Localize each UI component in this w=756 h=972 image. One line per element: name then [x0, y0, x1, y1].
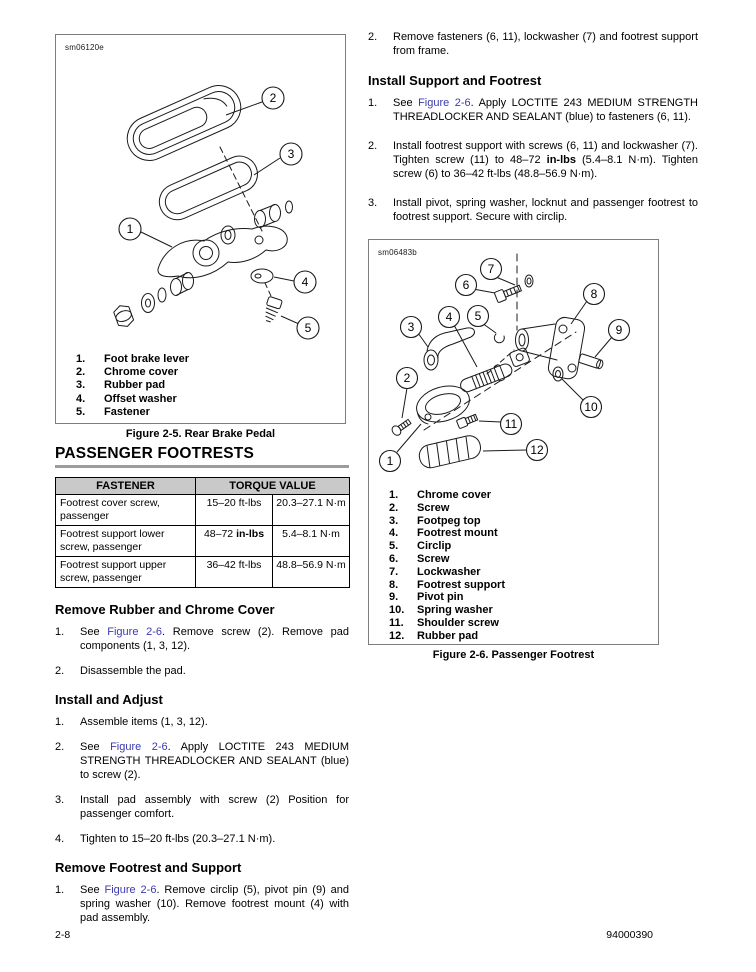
- step-item: [55, 832, 349, 846]
- rubber-pad-part: [417, 434, 483, 470]
- step-item: [55, 625, 349, 653]
- text-segment: . Remove circlip (5), pivot pin (9) and spring washer (10). Remove footrest mount (4) with pad assembly.: [80, 884, 349, 924]
- step-text: [393, 96, 698, 124]
- legend-item: 10. Spring washer: [389, 604, 493, 617]
- callout-12: [527, 440, 548, 461]
- chrome-cover-part: [120, 78, 248, 167]
- callout-4: [439, 307, 460, 328]
- step-number: 1.: [55, 716, 65, 728]
- screw-6-part: [494, 283, 522, 303]
- step-number: 1.: [368, 97, 378, 109]
- text-segment: Install pad assembly with screw (2) Position for passenger comfort.: [80, 794, 349, 820]
- text-segment: 15–20 ft-lbs: [206, 497, 262, 509]
- callout-2: [262, 87, 284, 109]
- svg-text:5: 5: [304, 321, 312, 335]
- text-segment: See: [80, 741, 111, 753]
- fastener-cell: Footrest cover screw, passenger: [56, 495, 196, 526]
- text-segment: Disassemble the pad.: [80, 665, 186, 677]
- svg-text:2: 2: [269, 91, 277, 105]
- svg-text:1: 1: [386, 454, 394, 468]
- callout-3: [401, 317, 422, 338]
- callout-5: [468, 306, 489, 327]
- step-number: 3.: [368, 197, 378, 209]
- svg-text:11: 11: [504, 417, 518, 431]
- fastener-part: [262, 296, 283, 323]
- svg-text:4: 4: [445, 310, 453, 324]
- step-item: [55, 883, 349, 925]
- torque-us-cell: [196, 495, 273, 526]
- offset-washer-part: [251, 269, 273, 283]
- text-segment: 36–42 ft-lbs: [206, 559, 262, 571]
- left-column: [55, 34, 349, 936]
- svg-text:10: 10: [584, 400, 598, 414]
- callout-1: [119, 218, 141, 240]
- legend-item: 12. Rubber pad: [389, 629, 479, 642]
- step-text: [80, 740, 349, 782]
- callout-9: [609, 320, 630, 341]
- step-item: [368, 139, 698, 181]
- text-segment: Install pivot, spring washer, locknut and passenger footrest to footrest support. Secure with circlip.: [393, 197, 698, 223]
- text-segment: Install footrest support with screws (6, 11) and lockwasher (7). Tighten screw (11) to 48–72: [393, 140, 698, 166]
- figure-2-5-diagram: [56, 35, 345, 351]
- text-segment: in-lbs: [546, 154, 576, 166]
- svg-text:12: 12: [530, 443, 544, 457]
- svg-text:9: 9: [615, 323, 623, 337]
- text-segment: (5.4–8.1 N·m). Tighten screw (6) to 36–42 ft-lbs (48.8–56.9 N·m).: [393, 154, 698, 180]
- step-number: 3.: [55, 794, 65, 806]
- text-segment: Remove fasteners (6, 11), lockwasher (7) and footrest support from frame.: [393, 31, 698, 57]
- pivot-pin-part: [578, 354, 604, 370]
- step-number: 1.: [55, 884, 65, 896]
- torque-metric-cell: 20.3–27.1 N·m: [273, 495, 350, 526]
- text-segment: Tighten to 15–20 ft-lbs (20.3–27.1 N·m).: [80, 833, 276, 845]
- torque-us-cell: [196, 557, 273, 588]
- callout-11: [501, 414, 522, 435]
- table-header-fastener: FASTENER: [56, 478, 196, 495]
- footer-page-number: 2-8: [55, 929, 71, 941]
- legend-item: 4. Footrest mount: [389, 527, 498, 540]
- svg-text:4: 4: [301, 275, 309, 289]
- screw-2-part: [390, 417, 412, 437]
- callout-8: [584, 284, 605, 305]
- figure-code-label: sm06120e: [65, 43, 104, 52]
- torque-us-cell: [196, 526, 273, 557]
- table-row: [56, 557, 350, 588]
- legend-item: 5. Circlip: [389, 540, 452, 553]
- torque-table: [55, 477, 350, 588]
- page-title: PASSENGER FOOTRESTS: [55, 445, 349, 468]
- svg-text:3: 3: [287, 147, 295, 161]
- callout-6: [456, 275, 477, 296]
- figure-2-5-caption: Figure 2-5. Rear Brake Pedal: [125, 428, 276, 440]
- heading-remove-footrest-and-support: Remove Footrest and Support: [55, 860, 242, 875]
- right-column: [368, 30, 698, 661]
- step-number: 2.: [55, 665, 65, 677]
- footer-doc-number: 94000390: [606, 929, 653, 941]
- step-item: [368, 196, 698, 224]
- text-segment: . Remove screw (2). Remove pad components (1, 3, 12).: [80, 626, 349, 652]
- legend-item: 9. Pivot pin: [389, 591, 464, 604]
- table-header-row: [56, 478, 350, 495]
- callout-7: [481, 259, 502, 280]
- callout-3: [280, 143, 302, 165]
- step-text: [80, 793, 349, 821]
- heading-install-support-and-footrest: Install Support and Footrest: [368, 73, 542, 88]
- text-segment: See: [80, 626, 108, 638]
- figure-link[interactable]: Figure 2-6: [107, 626, 163, 638]
- svg-text:2: 2: [403, 371, 411, 385]
- lockwasher-part: [525, 275, 533, 287]
- nut-part: [112, 303, 135, 329]
- figure-link[interactable]: Figure 2-6: [110, 741, 168, 753]
- step-number: 2.: [368, 140, 378, 152]
- step-number: 1.: [55, 626, 65, 638]
- svg-text:1: 1: [126, 222, 134, 236]
- text-segment: 48–72: [203, 528, 237, 540]
- legend-item: 1. Foot brake lever: [76, 353, 189, 365]
- svg-text:7: 7: [487, 262, 495, 276]
- legend-item: 5. Fastener: [76, 405, 150, 418]
- step-item: [55, 740, 349, 782]
- step-text: [393, 30, 698, 58]
- legend-item: 11. Shoulder screw: [389, 616, 499, 629]
- step-item: [55, 715, 349, 729]
- step-text: [80, 715, 349, 729]
- text-segment: . Apply LOCTITE 243 MEDIUM STRENGTH THREADLOCKER AND SEALANT (blue) to screw (2).: [80, 741, 349, 781]
- text-segment: See: [393, 97, 419, 109]
- torque-metric-cell: 48.8–56.9 N·m: [273, 557, 350, 588]
- step-number: 4.: [55, 833, 65, 845]
- figure-2-6-box: [368, 239, 659, 645]
- figure-2-6-diagram: [369, 240, 658, 487]
- step-item: [368, 96, 698, 124]
- table-header-torque-value: TORQUE VALUE: [196, 478, 350, 495]
- step-text: [393, 196, 698, 224]
- legend-item: 3. Rubber pad: [76, 379, 166, 392]
- rubber-pad-part: [154, 150, 264, 225]
- fastener-cell: Footrest support lower screw, passenger: [56, 526, 196, 557]
- text-segment: . Apply LOCTITE 243 MEDIUM STRENGTH THREADLOCKER AND SEALANT (blue) to fasteners (6, 11).: [393, 97, 698, 123]
- figure-link[interactable]: Figure 2-6: [104, 884, 157, 896]
- step-number: 2.: [55, 741, 65, 753]
- text-segment: Assemble items (1, 3, 12).: [80, 716, 208, 728]
- svg-text:6: 6: [462, 278, 470, 292]
- legend-item: 3. Footpeg top: [389, 514, 481, 527]
- step-text: [80, 664, 349, 678]
- step-text: [80, 625, 349, 653]
- table-row: [56, 526, 350, 557]
- svg-text:3: 3: [407, 320, 415, 334]
- legend-item: 8. Footrest support: [389, 578, 505, 591]
- step-item: [368, 30, 698, 58]
- figure-2-6-caption: Figure 2-6. Passenger Footrest: [432, 649, 595, 661]
- figure-2-6-legend: [389, 489, 652, 643]
- figure-link[interactable]: Figure 2-6: [418, 97, 471, 109]
- legend-item: 2. Screw: [389, 501, 450, 514]
- svg-text:8: 8: [590, 287, 598, 301]
- torque-metric-cell: 5.4–8.1 N·m: [273, 526, 350, 557]
- figure-code-label: sm06483b: [378, 248, 417, 257]
- step-number: 2.: [368, 31, 378, 43]
- step-item: [55, 664, 349, 678]
- fastener-cell: Footrest support upper screw, passenger: [56, 557, 196, 588]
- step-text: [393, 139, 698, 181]
- svg-text:5: 5: [474, 309, 482, 323]
- legend-item: 6. Screw: [389, 552, 450, 565]
- circlip-part: [494, 334, 504, 343]
- legend-item: 7. Lockwasher: [389, 565, 481, 578]
- table-row: [56, 495, 350, 526]
- heading-install-and-adjust: Install and Adjust: [55, 692, 163, 707]
- legend-item: 4. Offset washer: [76, 392, 177, 405]
- callout-10: [581, 397, 602, 418]
- step-text: [80, 832, 349, 846]
- step-text: [80, 883, 349, 925]
- spring-washer-part: [553, 367, 563, 381]
- legend-item: 2. Chrome cover: [76, 366, 178, 379]
- figure-2-5-box: [55, 34, 346, 424]
- callout-1: [380, 451, 401, 472]
- callout-2: [397, 368, 418, 389]
- callout-5: [297, 317, 319, 339]
- step-item: [55, 793, 349, 821]
- legend-item: 1. Chrome cover: [389, 489, 491, 501]
- text-segment: See: [80, 884, 105, 896]
- heading-remove-rubber-chrome-cover: Remove Rubber and Chrome Cover: [55, 602, 275, 617]
- callout-4: [294, 271, 316, 293]
- text-segment: in-lbs: [236, 528, 265, 540]
- figure-2-5-legend: [76, 353, 339, 419]
